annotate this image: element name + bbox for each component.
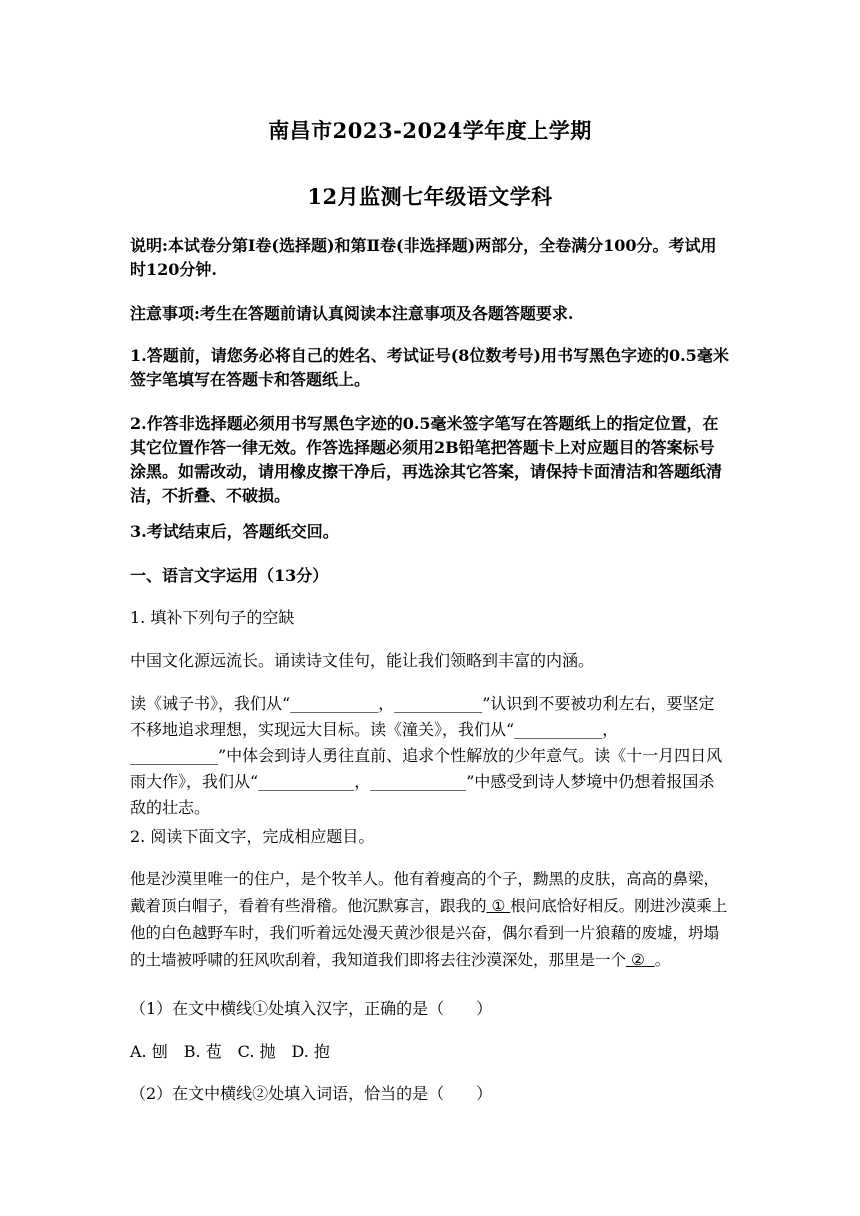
reading-passage bbox=[130, 866, 730, 974]
comma-1: ， bbox=[378, 694, 395, 713]
blank-6: ____________ bbox=[370, 772, 467, 791]
question-1-text bbox=[130, 691, 730, 821]
attention-heading: 注意事项:考生在答题前请认真阅读本注意事项及各题答题要求. bbox=[130, 304, 574, 323]
question-1-intro: 中国文化源远流长。诵读诗文佳句，能让我们领略到丰富的内涵。 bbox=[130, 651, 595, 670]
sub-question-1-options: A. 刨 B. 苞 C. 抛 D. 抱 bbox=[130, 1042, 330, 1061]
passage-part-1: 他是沙漠里唯一的住户，是个牧羊人。他有着瘦高的个子，黝黑的皮肤，高高的鼻梁，戴着顶白帽子，看着有些滑稽。他沉默寡言，跟我的 bbox=[130, 870, 720, 915]
comma-3: ， bbox=[354, 772, 371, 791]
question-2-title: 2. 阅读下面文字，完成相应题目。 bbox=[130, 827, 375, 846]
q1-text-part-3: ”中体会到诗人勇往直前、追求个性解放的少年意气。读《十一月四日风雨大作》，我们从“ bbox=[130, 746, 723, 791]
passage-part-2: 根问底恰好相反。刚进沙漠乘上他的白色越野车时，我们听着远处漫天黄沙很是兴奋，偶尔看到一片狼藉的废墟，坍塌的土墙被呼啸的狂风吹刮着，我知道我们即将去往沙漠深处，那里是一个 bbox=[130, 897, 728, 969]
sub-question-2: （2）在文中横线②处填入词语，恰当的是（ ） bbox=[130, 1084, 493, 1103]
blank-2: ___________ bbox=[394, 694, 483, 713]
note-1: 1.答题前，请您务必将自己的姓名、考试证号(8位数考号)用书写黑色字迹的0.5毫米签字笔填写在答题卡和答题纸上。 bbox=[130, 346, 729, 389]
sub-question-1: （1）在文中横线①处填入汉字，正确的是（ ） bbox=[130, 999, 493, 1018]
blank-4: ___________ bbox=[130, 746, 218, 765]
section-heading: 一、语言文字运用（13分） bbox=[130, 566, 329, 585]
note-3: 3.考试结束后，答题纸交回。 bbox=[130, 522, 339, 541]
note-2: 2.作答非选择题必须用书写黑色字迹的0.5毫米签字笔写在答题纸上的指定位置，在其它位置作答一律无效。作答选择题必须用2B铅笔把答题卡上对应题目的答案标号涂黑。如需改动，请用橡皮擦干净后，再选涂其它答案，请保持卡面清洁和答题纸清洁，不折叠、不破损。 bbox=[130, 414, 723, 505]
passage-end: 。 bbox=[654, 951, 671, 969]
q1-text-part-2: ”认识到不要被功利左右，要坚定不移地追求理想，实现远大目标。读《潼关》，我们从“ bbox=[130, 694, 715, 739]
exam-title: 南昌市2023-2024学年度上学期 bbox=[268, 118, 592, 143]
blank-mark-1: ① bbox=[491, 897, 506, 915]
blank-1: ___________ bbox=[290, 694, 379, 713]
question-1-title: 1. 填补下列句子的空缺 bbox=[130, 608, 295, 627]
blank-mark-2: ② bbox=[630, 951, 645, 969]
blank-3: ___________ bbox=[514, 720, 603, 739]
exam-subtitle: 12月监测七年级语文学科 bbox=[307, 184, 553, 209]
exam-description: 说明:本试卷分第Ⅰ卷(选择题)和第Ⅱ卷(非选择题)两部分，全卷满分100分。考试用时120分钟. bbox=[130, 236, 717, 279]
q1-text-part-4: ”中感受到诗人梦境中仍想着报国杀敌的壮志。 bbox=[130, 772, 715, 817]
q1-text-part-1: 读《诫子书》，我们从“ bbox=[130, 694, 291, 713]
blank-5: ____________ bbox=[258, 772, 355, 791]
comma-2: ， bbox=[602, 720, 619, 739]
